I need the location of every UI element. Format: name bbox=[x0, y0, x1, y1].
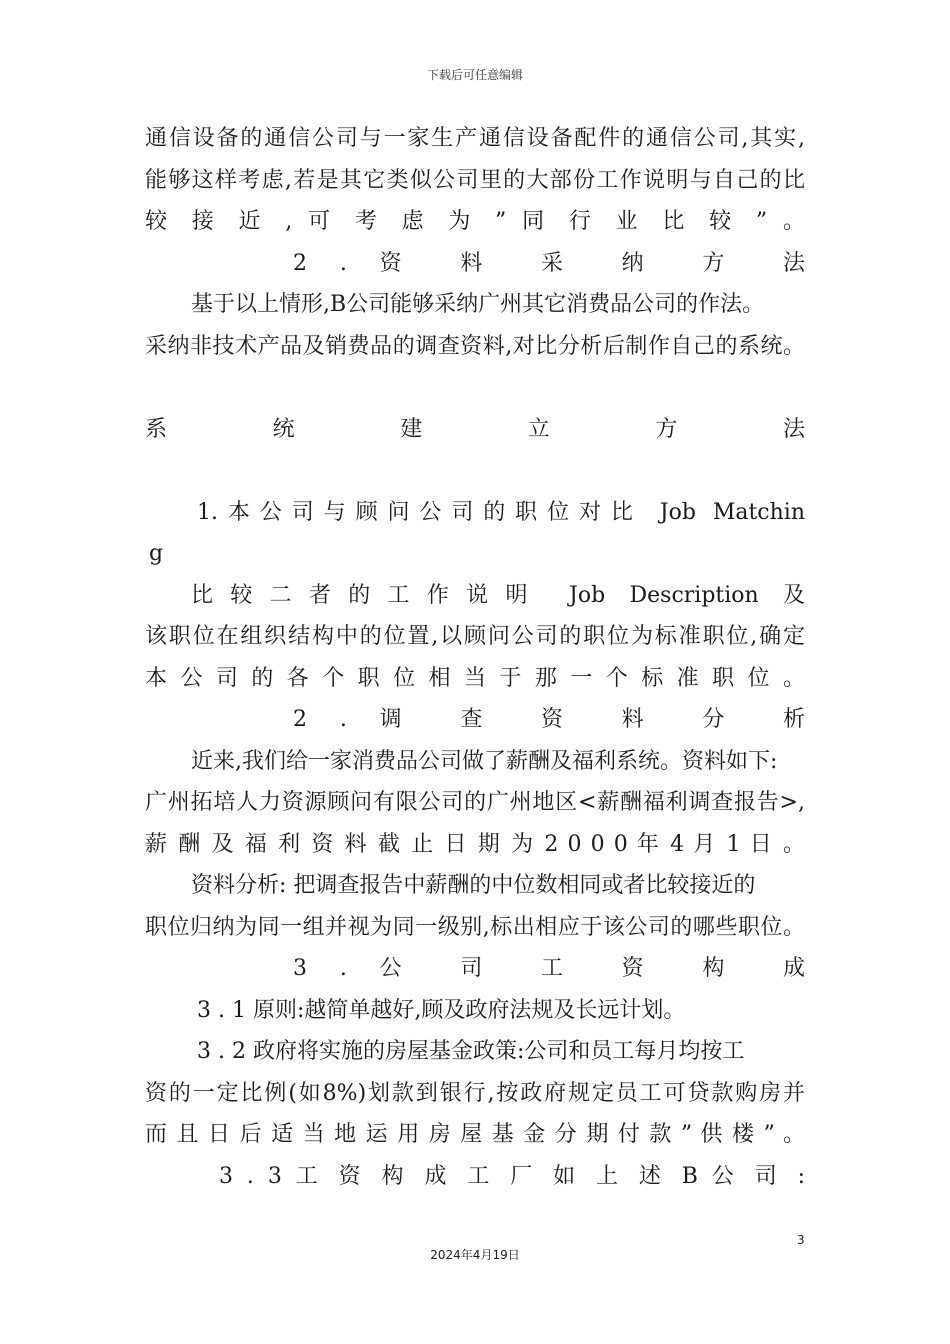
body-line: 广州拓培人力资源顾问有限公司的广州地区<薪酬福利调查报告>, bbox=[145, 790, 805, 815]
page-footer-date: 2024年4月19日 bbox=[430, 1248, 520, 1262]
body-line: 通信设备的通信公司与一家生产通信设备配件的通信公司,其实, bbox=[145, 126, 805, 151]
body-line: 资的一定比例(如8%)划款到银行,按政府规定员工可贷款购房并 bbox=[145, 1080, 805, 1106]
section-heading: 2 . 调 查 资 料 分 析 bbox=[293, 707, 805, 732]
subsection-line: 3 . 1 原则:越简单越好,顾及政府法规及长远计划。 bbox=[197, 997, 686, 1023]
body-line: 采纳非技术产品及销费品的调查资料,对比分析后制作自己的系统。 bbox=[145, 333, 805, 359]
section-heading: 系 统 建 立 方 法 bbox=[145, 416, 805, 442]
page-number: 3 bbox=[797, 1233, 805, 1247]
body-line: 比较二者的工作说明 Job Description 及 bbox=[191, 582, 805, 608]
body-line: g bbox=[149, 541, 164, 566]
page-header: 下载后可任意编辑 bbox=[426, 68, 523, 82]
body-line: 薪 酬 及 福 利 资 料 截 止 日 期 为 2 0 0 0 年 4 月 1 日 。 bbox=[145, 831, 805, 857]
body-line: 较 接 近 , 可 考 虑 为 ” 同 行 业 比 较 ” 。 bbox=[145, 209, 805, 234]
subsection-heading: 1.本公司与顾问公司的职位对比 Job Matchin bbox=[197, 499, 805, 525]
subsection-line: 3 . 3 工 资 构 成 工 厂 如 上 述 B 公 司 : bbox=[219, 1163, 805, 1189]
body-line: 资料分析: 把调查报告中薪酬的中位数相同或者比较接近的 bbox=[191, 873, 756, 898]
body-line: 近来,我们给一家消费品公司做了薪酬及福利系统。资料如下: bbox=[191, 748, 778, 774]
document-body bbox=[145, 118, 805, 1197]
body-line: 该职位在组织结构中的位置,以顾问公司的职位为标准职位,确定 bbox=[145, 624, 805, 649]
blank-line bbox=[145, 367, 805, 409]
section-heading: 3 . 公 司 工 资 构 成 bbox=[293, 956, 805, 981]
body-line: 基于以上情形,B公司能够采纳广州其它消费品公司的作法。 bbox=[191, 292, 765, 317]
body-line: 而 且 日 后 适 当 地 运 用 房 屋 基 金 分 期 付 款 ” 供 楼 ” 。 bbox=[145, 1122, 805, 1147]
body-line: 能够这样考虑,若是其它类似公司里的大部份工作说明与自己的比 bbox=[145, 167, 805, 193]
body-line: 职位归纳为同一组并视为同一级别,标出相应于该公司的哪些职位。 bbox=[145, 914, 805, 940]
subsection-line: 3 . 2 政府将实施的房屋基金政策:公司和员工每月均按工 bbox=[197, 1039, 745, 1064]
section-heading: 2 . 资 料 采 纳 方 法 bbox=[293, 250, 805, 276]
body-line: 本 公 司 的 各 个 职 位 相 当 于 那 一 个 标 准 职 位 。 bbox=[145, 665, 805, 691]
blank-line bbox=[145, 450, 805, 492]
